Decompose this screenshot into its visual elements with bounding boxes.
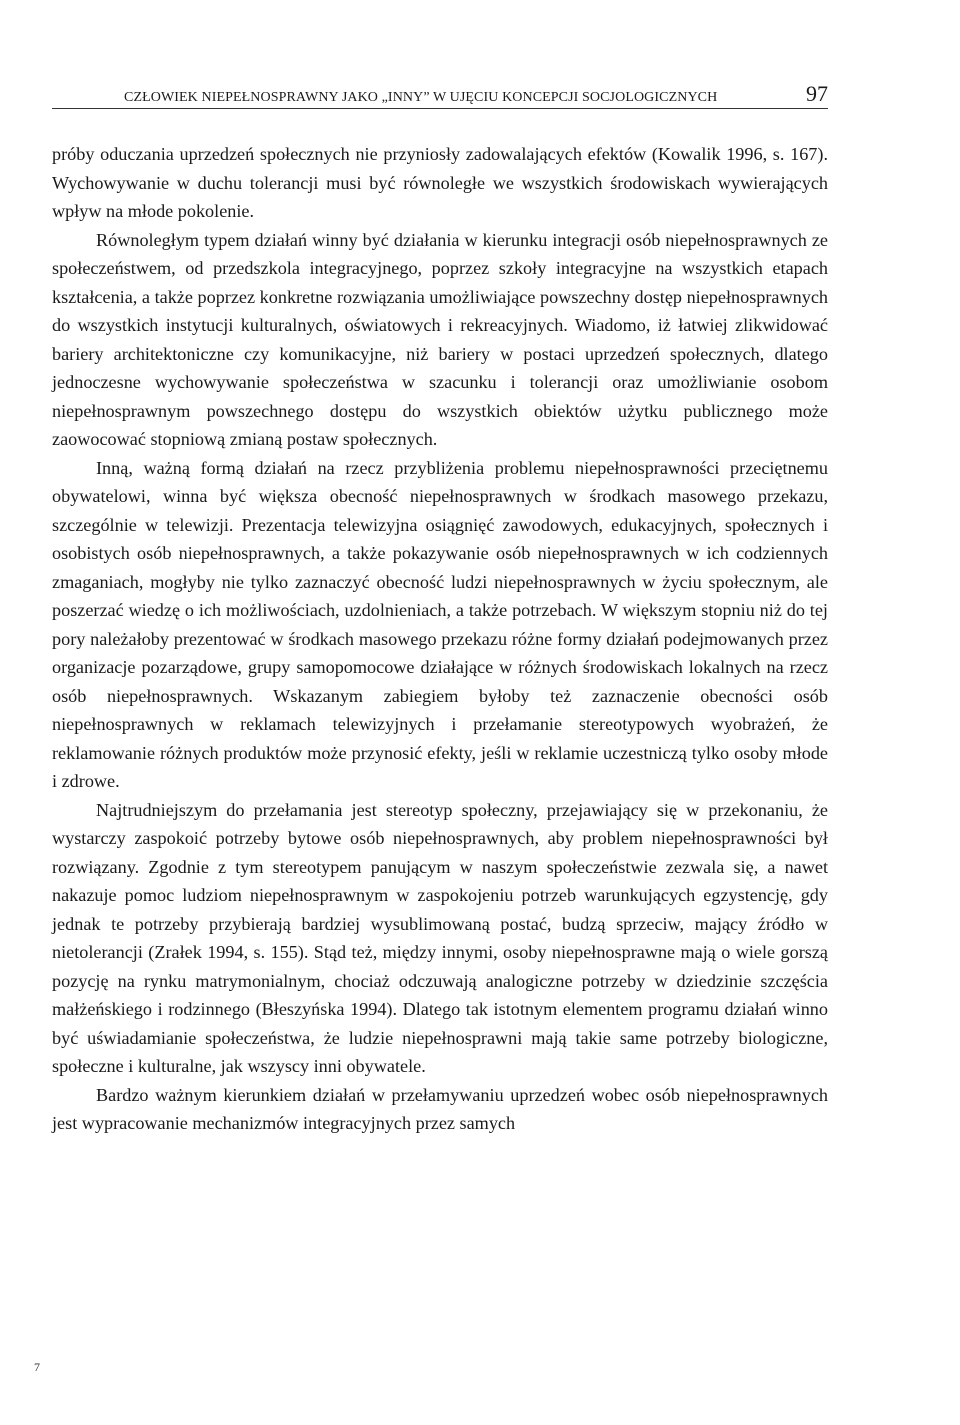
paragraph: Równoległym typem działań winny być działania w kierunku integracji osób niepełnosprawnych ze społeczeństwem, od przedszkola integracyjnego, poprzez szkoły integracyjne na wszystkich etapach kształcenia, a także poprzez konkretne rozwiązania umożliwiające powszechny dostęp niepełnosprawnych do wszystkich instytucji kulturalnych, oświatowych i rekreacyjnych. Wiadomo, iż łatwiej zlikwidować bariery architektoniczne czy komunikacyjne, niż bariery w postaci uprzedzeń społecznych, dlatego jednoczesne wychowywanie społeczeństwa w szacunku i tolerancji oraz umożliwianie osobom niepełnosprawnym powszechnego dostępu do wszystkich obiektów użytku publicznego może zaowocować stopniową zmianą postaw społecznych. [52,229,828,449]
paragraph: Inną, ważną formą działań na rzecz przybliżenia problemu niepełnosprawności przeciętnemu obywatelowi, winna być większa obecność niepełnosprawnych w środkach masowego przekazu, szczególnie w telewizji. Prezentacja telewizyjna osiągnięć zawodowych, edukacyjnych, społecznych i osobistych osób niepełnosprawnych, a także pokazywanie osób niepełnosprawnych w ich codziennych zmaganiach, mogłyby nie tylko zaznaczyć obecność ludzi niepełnosprawnych w życiu społecznym, ale poszerzać wiedzę o ich możliwościach, uzdolnieniach, a także potrzebach. W większym stopniu niż do tej pory należałoby prezentować w środkach masowego przekazu różne formy działań podejmowanych przez organizacje pozarządowe, grupy samopomocowe działające w różnych środowiskach lokalnych na rzecz osób niepełnosprawnych. Wskazanym zabiegiem byłoby też zaznaczenie obecności osób niepełnosprawnych w reklamach telewizyjnych i przełamanie stereotypowych wyobrażeń, że reklamowanie różnych produktów może przynosić efekty, jeśli w reklamie uczestniczą tylko osoby młode i zdrowe. [52,457,828,791]
paragraph: próby oduczania uprzedzeń społecznych nie przyniosły zadowalających efektów (Kowalik 1996, s. 167). Wychowywanie w duchu tolerancji musi być równoległe we wszystkich środowiskach wywierających wpływ na młode pokolenie. [52,144,828,221]
paragraph: Najtrudniejszym do przełamania jest stereotyp społeczny, przejawiający się w przekonaniu, że wystarczy zaspokoić potrzeby bytowe osób niepełnosprawnych, aby problem niepełnosprawności był rozwiązany. Zgodnie z tym stereotypem panującym w naszym społeczeństwie zezwala się, a nawet nakazuje pomoc ludziom niepełnosprawnym w zaspokojeniu potrzeb warunkujących egzystencję, gdy jednak te potrzeby przybierają bardziej wysublimowaną postać, budzą sprzeciw, mający źródło w nietolerancji (Zrałek 1994, s. 155). Stąd też, między innymi, osoby niepełnosprawne mają o wiele gorszą pozycję na rynku matrymonialnym, chociaż odczuwają analogiczne potrzeby w dziedzinie szczęścia małżeńskiego i rodzinnego (Błeszyńska 1994). Dlatego tak istotnym elementem programu działań winno być uświadamianie społeczeństwa, że ludzie niepełnosprawni mają takie same potrzeby biologiczne, społeczne i kulturalne, jak wszyscy inni obywatele. [52,799,828,1076]
paragraph: Bardzo ważnym kierunkiem działań w przełamywaniu uprzedzeń wobec osób niepełnosprawnych jest wypracowanie mechanizmów integracyjnych przez samych [52,1084,828,1133]
page-number: 97 [806,81,828,106]
margin-mark: 7 [34,1360,40,1374]
body-text [52,140,828,1138]
running-header [52,81,828,109]
running-title: CZŁOWIEK NIEPEŁNOSPRAWNY JAKO „INNY” W UJĘCIU KONCEPCJI SOCJOLOGICZNYCH [124,90,718,105]
